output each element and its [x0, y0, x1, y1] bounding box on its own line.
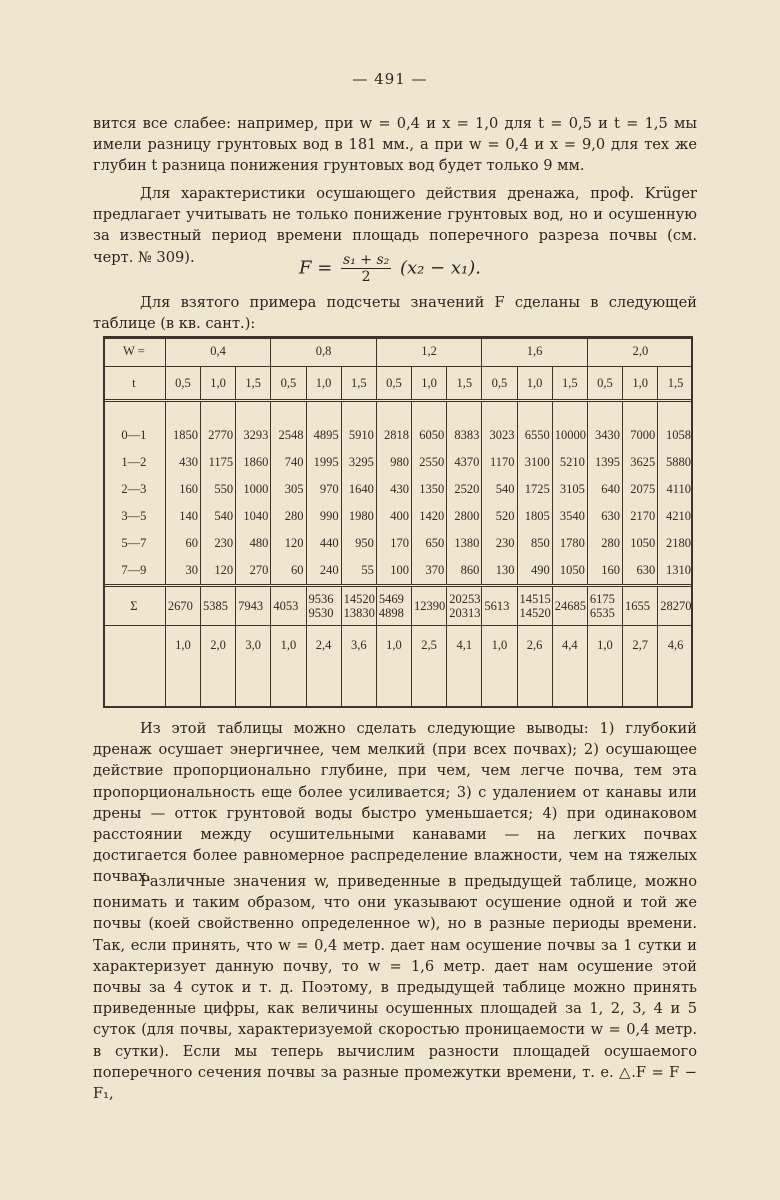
table-cell: 2800 — [447, 503, 482, 530]
ratio-cell: 2,4 — [306, 626, 341, 699]
table-cell: 1170 — [482, 449, 517, 476]
gap-cell — [412, 401, 447, 423]
sum-value: 2670 — [167, 599, 193, 613]
page-number: — 491 — — [352, 70, 428, 88]
table-cell: 3105 — [552, 476, 587, 503]
sum-cell — [658, 586, 693, 626]
table-cell: 2075 — [623, 476, 658, 503]
ratio-cell: 1,0 — [271, 626, 306, 699]
sum-value: 14515 — [519, 592, 551, 606]
table-cell: 1040 — [236, 503, 271, 530]
table-cell: 160 — [165, 476, 200, 503]
paragraph-5: Различные значения w, приведенные в предыдущей таблице, можно понимать и таким образом, что они указывают осушение одной и той же почвы (коей свойственно определенное w), но в разные периоды времени. Так, если принять, что w = 0,4 метр. дает нам осушение почвы за 1 сутки и характеризует данную почву, то w = 1,6 метр. дает нам осушение этой почвы за 4 суток и т. д. Поэтому, в предыдущей таблице можно принять приведенные цифры, как величины осушенных площадей за 1, 2, 3, 4 и 5 суток (для почвы, характеризуемой скоростью проницаемости w = 0,4 метр. в сутки). Если мы теперь вычислим разности площадей осушаемого поперечного сечения почвы за разные промежутки времени, т. е. △.F = F − F₁, — [93, 873, 697, 1103]
filler-cell — [306, 698, 341, 708]
gap-cell — [341, 401, 376, 423]
filler-cell — [517, 698, 552, 708]
table-cell: 8383 — [447, 422, 482, 449]
table-cell: 440 — [306, 530, 341, 557]
ratio-cell: 4,1 — [447, 626, 482, 699]
drainage-table — [103, 336, 693, 708]
table-cell: 430 — [376, 476, 411, 503]
gap-cell — [517, 401, 552, 423]
t-header: 0,5 — [482, 367, 517, 401]
table-cell: 1860 — [236, 449, 271, 476]
table-cell: 60 — [271, 557, 306, 586]
table-cell: 120 — [271, 530, 306, 557]
ratio-cell: 4,6 — [658, 626, 693, 699]
t-header: 1,0 — [412, 367, 447, 401]
table-cell: 30 — [165, 557, 200, 586]
table-cell: 280 — [587, 530, 622, 557]
table-cell: 2180 — [658, 530, 693, 557]
table-cell: 230 — [482, 530, 517, 557]
sum-cell — [412, 586, 447, 626]
sum-cell — [165, 586, 200, 626]
table-cell: 170 — [376, 530, 411, 557]
table-row — [103, 557, 693, 586]
table-cell: 1000 — [236, 476, 271, 503]
table-cell: 3540 — [552, 503, 587, 530]
table-filler-row — [103, 698, 693, 708]
table-cell: 1175 — [200, 449, 235, 476]
table-cell: 1380 — [447, 530, 482, 557]
table-row — [103, 422, 693, 449]
sum-value: 7943 — [238, 599, 264, 613]
sum-cell — [376, 586, 411, 626]
w-label: W = — [103, 336, 165, 367]
ratio-cell: 1,0 — [482, 626, 517, 699]
table-cell: 4370 — [447, 449, 482, 476]
sum-value: 5469 — [378, 592, 404, 606]
filler-cell — [341, 698, 376, 708]
w-header: 1,6 — [482, 336, 588, 367]
ratio-cell: 1,0 — [587, 626, 622, 699]
sum-value: 12390 — [414, 599, 446, 613]
table-cell: 4210 — [658, 503, 693, 530]
table-cell: 240 — [306, 557, 341, 586]
t-header: 0,5 — [587, 367, 622, 401]
t-header: 1,5 — [552, 367, 587, 401]
table-cell: 2770 — [200, 422, 235, 449]
t-header: 1,5 — [447, 367, 482, 401]
ratio-cell: 3,6 — [341, 626, 376, 699]
table-cell: 550 — [200, 476, 235, 503]
sum-value-alt: 4898 — [378, 606, 404, 620]
table-cell: 3430 — [587, 422, 622, 449]
row-label: 5—7 — [121, 536, 147, 550]
t-header: 0,5 — [376, 367, 411, 401]
table-cell: 3625 — [623, 449, 658, 476]
table-cell: 640 — [587, 476, 622, 503]
table-cell: 3023 — [482, 422, 517, 449]
ratio-cell: 3,0 — [236, 626, 271, 699]
table-cell: 2520 — [447, 476, 482, 503]
gap-cell — [165, 401, 200, 423]
t-header: 1,0 — [306, 367, 341, 401]
filler-cell — [236, 698, 271, 708]
formula-rhs: (x₂ − x₁). — [399, 257, 482, 279]
w-header: 1,2 — [376, 336, 482, 367]
table-cell: 5910 — [341, 422, 376, 449]
table-row — [103, 503, 693, 530]
sum-cell — [623, 586, 658, 626]
sum-cell — [517, 586, 552, 626]
table-cell: 430 — [165, 449, 200, 476]
table-cell: 1640 — [341, 476, 376, 503]
table-cell: 3100 — [517, 449, 552, 476]
sum-value: 5385 — [202, 599, 228, 613]
table-cell: 1805 — [517, 503, 552, 530]
table-cell: 860 — [447, 557, 482, 586]
table-cell: 370 — [412, 557, 447, 586]
t-header: 0,5 — [165, 367, 200, 401]
sum-cell — [236, 586, 271, 626]
ratio-cell: 2,6 — [517, 626, 552, 699]
gap-cell — [447, 401, 482, 423]
gap-cell — [623, 401, 658, 423]
sum-cell — [341, 586, 376, 626]
filler-cell — [482, 698, 517, 708]
table-cell: 60 — [165, 530, 200, 557]
table-cell: 100 — [376, 557, 411, 586]
paragraph-1: вится все слабее: например, при w = 0,4 и x = 1,0 для t = 0,5 и t = 1,5 мы имели разницу грунтовых вод в 181 мм., а при w = 0,4 и x = 9,0 для тех же глубин t разница понижения грунтовых вод будет только 9 мм. — [93, 115, 697, 175]
formula-lhs: F = — [298, 257, 333, 279]
table-cell: 2170 — [623, 503, 658, 530]
ratio-cell: 2,0 — [200, 626, 235, 699]
ratio-cell: 2,5 — [412, 626, 447, 699]
sum-cell — [306, 586, 341, 626]
sum-value: 5613 — [484, 599, 510, 613]
table-cell: 950 — [341, 530, 376, 557]
t-header: 0,5 — [271, 367, 306, 401]
table-cell: 3293 — [236, 422, 271, 449]
filler-cell — [200, 698, 235, 708]
sum-cell — [271, 586, 306, 626]
table-cell: 520 — [482, 503, 517, 530]
sum-value-alt: 9530 — [308, 606, 334, 620]
table-cell: 1310 — [658, 557, 693, 586]
table-cell: 130 — [482, 557, 517, 586]
table-cell: 1980 — [341, 503, 376, 530]
table-cell: 970 — [306, 476, 341, 503]
filler-cell — [103, 698, 165, 708]
w-header: 0,8 — [271, 336, 377, 367]
table-cell: 2548 — [271, 422, 306, 449]
table-cell: 540 — [200, 503, 235, 530]
t-header: 1,0 — [200, 367, 235, 401]
table-row — [103, 530, 693, 557]
paragraph-4: Из этой таблицы можно сделать следующие выводы: 1) глубокий дренаж осушает энергичнее, чем мелкий (при всех почвах); 2) осушающее действие пропорционально глубине, при чем, чем легче почва, тем эта пропорциональность еще более усиливается; 3) с удалением от канавы или дрены — отток грунтовой воды быстро уменьшается; 4) при одинаковом расстоянии между осушительными канавами — на легких почвах достигается более равномерное распределение влажности, чем на тяжелых почвах. — [93, 720, 697, 886]
table-gap — [103, 401, 693, 423]
table-row — [103, 449, 693, 476]
gap-cell — [376, 401, 411, 423]
table-cell: 1780 — [552, 530, 587, 557]
ratio-label — [103, 626, 165, 699]
gap-cell — [200, 401, 235, 423]
paragraph-3: Для взятого примера подсчеты значений F сделаны в следующей таблице (в кв. сант.): — [93, 294, 697, 333]
gap-cell — [552, 401, 587, 423]
table-cell: 630 — [587, 503, 622, 530]
filler-cell — [552, 698, 587, 708]
t-header: 1,0 — [623, 367, 658, 401]
gap-cell — [658, 401, 693, 423]
table-cell: 160 — [587, 557, 622, 586]
sum-value: 6175 — [589, 592, 615, 606]
ratio-cell: 1,0 — [165, 626, 200, 699]
table-cell: 630 — [623, 557, 658, 586]
table-cell: 480 — [236, 530, 271, 557]
ratio-cell: 1,0 — [376, 626, 411, 699]
table-cell: 3295 — [341, 449, 376, 476]
table-cell: 650 — [412, 530, 447, 557]
table-cell: 2550 — [412, 449, 447, 476]
t-header: 1,5 — [341, 367, 376, 401]
table-cell: 1420 — [412, 503, 447, 530]
sum-value: 14520 — [343, 592, 375, 606]
table-header-t — [103, 367, 693, 401]
table-cell: 5880 — [658, 449, 693, 476]
t-header: 1,0 — [517, 367, 552, 401]
table-cell: 1350 — [412, 476, 447, 503]
filler-cell — [623, 698, 658, 708]
filler-cell — [412, 698, 447, 708]
sum-value-alt: 6535 — [589, 606, 615, 620]
sum-label: Σ — [103, 586, 165, 626]
row-label: 3—5 — [121, 509, 147, 523]
table-cell: 740 — [271, 449, 306, 476]
sum-value: 9536 — [308, 592, 334, 606]
table-cell: 1058 — [658, 422, 693, 449]
sum-cell — [587, 586, 622, 626]
gap-cell — [271, 401, 306, 423]
sum-cell — [447, 586, 482, 626]
paragraph-2: Для характеристики осушающего действия дренажа, проф. Krüger предлагает учитывать не только понижение грунтовых вод, но и осушенную за известный период времени площадь поперечного разреза почвы (см. черт. № 309). — [93, 185, 697, 266]
filler-cell — [658, 698, 693, 708]
table-cell: 1995 — [306, 449, 341, 476]
table-cell: 850 — [517, 530, 552, 557]
sum-value-alt: 20313 — [449, 606, 481, 620]
formula-numerator: s₁ + s₂ — [343, 252, 390, 268]
filler-cell — [165, 698, 200, 708]
sum-cell — [482, 586, 517, 626]
sum-value: 28270 — [660, 599, 692, 613]
ratio-cell: 2,7 — [623, 626, 658, 699]
table-cell: 6050 — [412, 422, 447, 449]
table-cell: 2818 — [376, 422, 411, 449]
sum-value-alt: 13830 — [343, 606, 375, 620]
gap-cell — [482, 401, 517, 423]
table-cell: 270 — [236, 557, 271, 586]
sum-value: 24685 — [554, 599, 586, 613]
table-cell: 4895 — [306, 422, 341, 449]
table-header-w — [103, 336, 693, 367]
filler-cell — [447, 698, 482, 708]
sum-value: 4053 — [273, 599, 299, 613]
table-cell: 140 — [165, 503, 200, 530]
table-cell: 490 — [517, 557, 552, 586]
sum-cell — [200, 586, 235, 626]
table-cell: 7000 — [623, 422, 658, 449]
sum-value: 1655 — [625, 599, 651, 613]
gap-cell — [236, 401, 271, 423]
table-cell: 6550 — [517, 422, 552, 449]
table-cell: 10000 — [552, 422, 587, 449]
table-cell: 4110 — [658, 476, 693, 503]
row-label: 2—3 — [121, 482, 147, 496]
row-label: 0—1 — [121, 428, 147, 442]
table-cell: 540 — [482, 476, 517, 503]
table-cell: 1395 — [587, 449, 622, 476]
formula-fraction — [341, 252, 391, 285]
t-header: 1,5 — [658, 367, 693, 401]
row-label: 1—2 — [121, 455, 147, 469]
formula — [0, 252, 780, 285]
sum-value-alt: 14520 — [519, 606, 551, 620]
formula-denominator: 2 — [361, 269, 371, 285]
table-cell: 1725 — [517, 476, 552, 503]
filler-cell — [271, 698, 306, 708]
sum-value: 20253 — [449, 592, 481, 606]
table-cell: 990 — [306, 503, 341, 530]
ratio-cell: 4,4 — [552, 626, 587, 699]
table-row — [103, 476, 693, 503]
t-label: t — [103, 367, 165, 401]
table-cell: 280 — [271, 503, 306, 530]
sum-cell — [552, 586, 587, 626]
table-cell: 1050 — [623, 530, 658, 557]
gap-cell — [306, 401, 341, 423]
t-header: 1,5 — [236, 367, 271, 401]
table-cell: 400 — [376, 503, 411, 530]
table-cell: 230 — [200, 530, 235, 557]
row-label: 7—9 — [121, 563, 147, 577]
w-header: 2,0 — [587, 336, 693, 367]
filler-cell — [587, 698, 622, 708]
w-header: 0,4 — [165, 336, 271, 367]
table-cell: 980 — [376, 449, 411, 476]
filler-cell — [376, 698, 411, 708]
table-cell: 1050 — [552, 557, 587, 586]
ratio-row — [103, 626, 693, 699]
table-cell: 120 — [200, 557, 235, 586]
table-cell: 1850 — [165, 422, 200, 449]
table-cell: 55 — [341, 557, 376, 586]
table-cell: 5210 — [552, 449, 587, 476]
sum-row — [103, 586, 693, 626]
gap-cell — [587, 401, 622, 423]
table-cell: 305 — [271, 476, 306, 503]
